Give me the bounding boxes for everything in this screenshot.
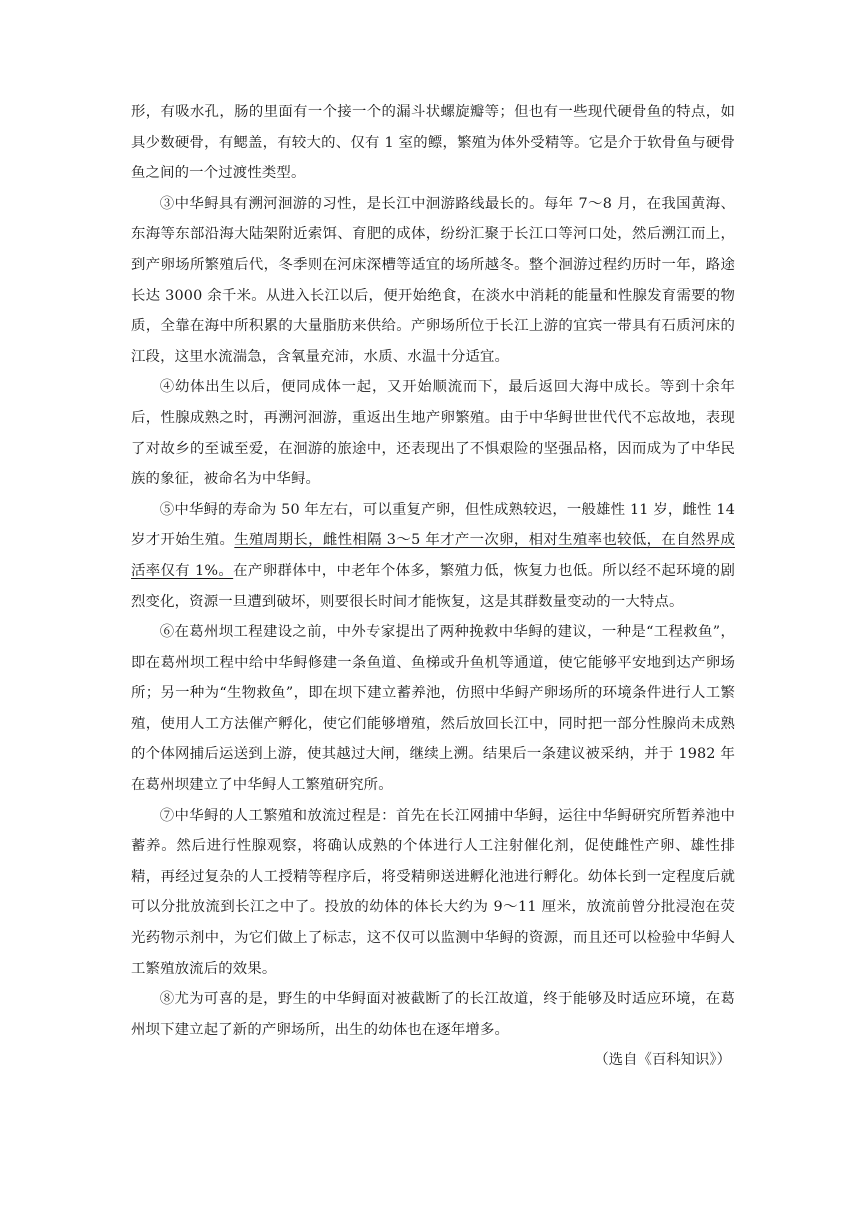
paragraph-5-lifespan — [131, 495, 735, 617]
paragraph-4-juveniles: ④幼体出生以后，便同成体一起，又开始顺流而下，最后返回大海中成长。等到十余年后，性腺成熟之时，再溯河洄游，重返出生地产卵繁殖。由于中华鲟世世代代不忘故地，表现了对故乡的至诚至爱，在洄游的旅途中，还表现出了不惧艰险的坚强品格，因而成为了中华民族的象征，被命名为中华鲟。 — [131, 379, 735, 488]
source-citation: （选自《百科知识》） — [594, 1052, 731, 1069]
paragraph-6-proposals: ⑥在葛州坝工程建设之前，中外专家提出了两种挽救中华鲟的建议，一种是“工程救鱼”，即在葛州坝工程中给中华鲟修建一条鱼道、鱼梯或升鱼机等通道，使它能够平安地到达产卵场所；另一种为“生物救鱼”，即在坝下建立蓄养池，仿照中华鲟产卵场所的环境条件进行人工繁殖，使用人工方法催产孵化，使它们能够增殖，然后放回长江中，同时把一部分性腺尚未成熟的个体网捕后运送到上游，使其越过大闸，继续上溯。结果后一条建议被采纳，并于 1982 年在葛州坝建立了中华鲟人工繁殖研究所。 — [131, 624, 735, 794]
paragraph-8-conclusion: ⑧尤为可喜的是，野生的中华鲟面对被截断了的长江故道，终于能够及时适应环境，在葛州坝下建立起了新的产卵场所，出生的幼体也在逐年增多。 — [131, 991, 735, 1038]
paragraph-5-part-a: ⑤中华鲟的寿命为 50 年左右，可以重复产卵，但性成熟较迟，一般雄性 11 岁，雌性 14 岁才开始生殖。 — [131, 501, 735, 549]
paragraph-continued: 形，有吸水孔，肠的里面有一个接一个的漏斗状螺旋瓣等；但也有一些现代硬骨鱼的特点，如具少数硬骨，有鳃盖，有较大的、仅有 1 室的鳔，繁殖为体外受精等。它是介于软骨鱼与硬骨鱼之间的一个过渡性类型。 — [131, 104, 735, 182]
underlined-sentence: 生殖周期长，雌性相隔 3～5 年才产一次卵，相对生殖率也较低，在自然界成活率仅有 1%。 — [131, 532, 735, 579]
paragraph-7-artificial-breeding: ⑦中华鲟的人工繁殖和放流过程是：首先在长江网捕中华鲟，运往中华鲟研究所暂养池中蓄养。然后进行性腺观察，将确认成熟的个体进行人工注射催化剂，促使雌性产卵、雄性排精，再经过复杂的人工授精等程序后，将受精卵送进孵化池进行孵化。幼体长到一定程度后就可以分批放流到长江之中了。投放的幼体的体长大约为 9～11 厘米，放流前曾分批浸泡在荧光药物示剂中，为它们做上了标志，这不仅可以监测中华鲟的资源，而且还可以检验中华鲟人工繁殖放流后的效果。 — [131, 807, 735, 977]
article-body — [131, 97, 735, 1076]
paragraph-5-part-b: 在产卵群体中，中老年个体多，繁殖力低，恢复力也低。所以经不起环境的剧烈变化，资源一旦遭到破坏，则要很长时间才能恢复，这是其群数量变动的一大特点。 — [131, 562, 736, 610]
paragraph-3-migration: ③中华鲟具有溯河洄游的习性，是长江中洄游路线最长的。每年 7～8 月，在我国黄海、东海等东部沿海大陆架附近索饵、育肥的成体，纷纷汇聚于长江口等河口处，然后溯江而上，到产卵场所繁殖后代，冬季则在河床深槽等适宜的场所越冬。整个洄游过程约历时一年，路途长达 3000 余千米。从进入长江以后，便开始绝食，在淡水中消耗的能量和性腺发育需要的物质，全靠在海中所积累的大量脂肪来供给。产卵场所位于长江上游的宜宾一带具有石质河床的江段，这里水流湍急，含氧量充沛，水质、水温十分适宜。 — [131, 195, 735, 365]
